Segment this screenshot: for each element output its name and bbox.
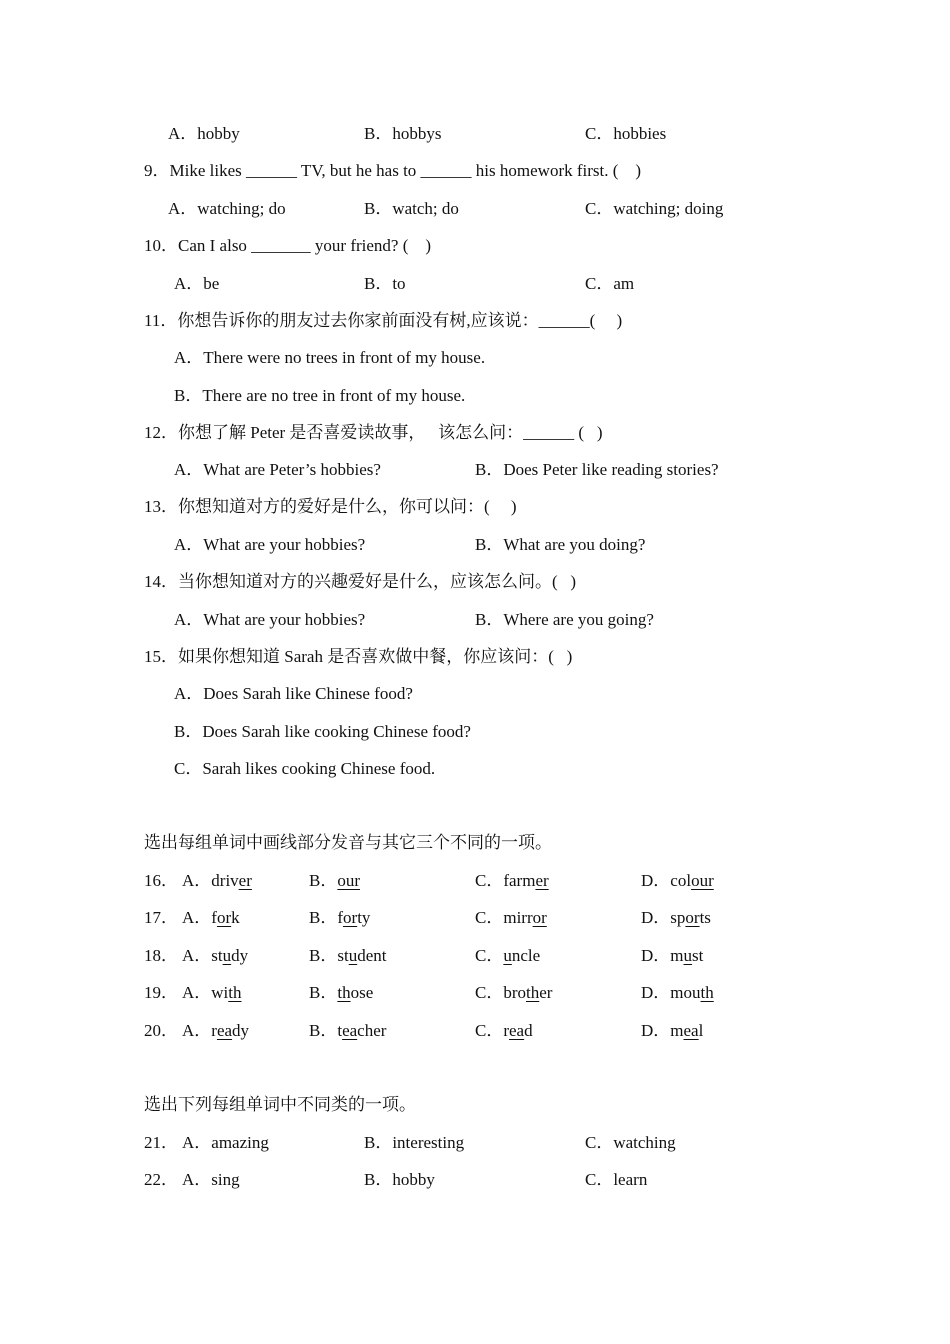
option-c[interactable] xyxy=(475,980,552,1006)
underlined-letters: er xyxy=(535,871,549,890)
q21-option-a[interactable]: A．amazing xyxy=(182,1133,269,1152)
underlined-letters: th xyxy=(337,983,351,1002)
option-word: teacher xyxy=(337,1021,387,1040)
option-letter: B． xyxy=(309,983,338,1002)
q13-stem: 13．你想知道对方的爱好是什么，你可以问：( ) xyxy=(144,497,517,516)
underlined-letters: er xyxy=(238,871,252,890)
underlined-letters: our xyxy=(691,871,714,890)
q22-number: 22． xyxy=(144,1170,178,1189)
q14-option-a[interactable]: A．What are your hobbies? xyxy=(174,610,366,629)
section-heading-classification: 选出下列每组单词中不同类的一项。 xyxy=(144,1095,416,1114)
option-word: with xyxy=(211,983,242,1002)
underlined-letters: u xyxy=(222,946,232,965)
question-number: 17． xyxy=(144,908,178,927)
option-letter: B． xyxy=(309,908,338,927)
option-b[interactable] xyxy=(309,868,360,894)
q21-option-c[interactable]: C．watching xyxy=(585,1133,676,1152)
option-word xyxy=(337,871,360,890)
option-letter: A． xyxy=(182,1021,212,1040)
underlined-letters: or xyxy=(685,908,700,927)
option-letter: D． xyxy=(641,946,671,965)
question-number: 18． xyxy=(144,946,178,965)
q15-option-a[interactable]: A．Does Sarah like Chinese food? xyxy=(174,684,413,703)
option-word: forty xyxy=(337,908,371,927)
option-word: must xyxy=(670,946,704,965)
underlined-letters: u xyxy=(683,946,693,965)
option-letter: C． xyxy=(475,983,504,1002)
q10-option-c[interactable]: C．am xyxy=(585,274,635,293)
underlined-letters: u xyxy=(348,946,358,965)
option-letter: B． xyxy=(309,946,338,965)
option-word: farmer xyxy=(503,871,549,890)
option-d[interactable] xyxy=(641,1018,703,1044)
option-word: mirror xyxy=(503,908,547,927)
option-d[interactable] xyxy=(641,943,703,969)
option-word: study xyxy=(211,946,249,965)
q15-option-b[interactable]: B．Does Sarah like cooking Chinese food? xyxy=(174,722,471,741)
q10-option-a[interactable]: A．be xyxy=(174,274,220,293)
option-letter: C． xyxy=(475,1021,504,1040)
option-word: student xyxy=(337,946,387,965)
q15-stem: 15．如果你想知道 Sarah 是否喜欢做中餐，你应该问：( ) xyxy=(144,647,573,666)
q13-option-b[interactable]: B．What are you doing? xyxy=(475,535,646,554)
q9-stem: 9．Mike likes ______ TV, but he has to ______ his homework first. ( ) xyxy=(144,161,642,180)
option-letter: B． xyxy=(309,871,338,890)
option-letter: C． xyxy=(475,908,504,927)
option-letter: D． xyxy=(641,1021,671,1040)
option-b[interactable] xyxy=(309,980,373,1006)
option-word: brother xyxy=(503,983,553,1002)
option-word: fork xyxy=(211,908,240,927)
option-d[interactable] xyxy=(641,905,711,931)
option-word: those xyxy=(337,983,374,1002)
option-a[interactable] xyxy=(182,980,242,1006)
option-letter: D． xyxy=(641,871,671,890)
option-letter: C． xyxy=(475,946,504,965)
option-word: sports xyxy=(670,908,711,927)
section-heading-pronunciation: 选出每组单词中画线部分发音与其它三个不同的一项。 xyxy=(144,833,552,852)
option-d[interactable] xyxy=(641,868,714,894)
option-letter: B． xyxy=(309,1021,338,1040)
q14-option-b[interactable]: B．Where are you going? xyxy=(475,610,654,629)
q10-option-b[interactable]: B．to xyxy=(364,274,406,293)
option-letter: A． xyxy=(182,946,212,965)
option-b[interactable] xyxy=(309,905,370,931)
q22-option-c[interactable]: C．learn xyxy=(585,1170,648,1189)
q9-option-b[interactable]: B．watch; do xyxy=(364,199,459,218)
option-b[interactable] xyxy=(309,1018,386,1044)
option-word: uncle xyxy=(503,946,541,965)
option-word: colour xyxy=(670,871,714,890)
option-word: read xyxy=(503,1021,533,1040)
underlined-letters: ea xyxy=(509,1021,525,1040)
question-number: 19． xyxy=(144,983,178,1002)
option-b[interactable] xyxy=(309,943,386,969)
question-number: 20． xyxy=(144,1021,178,1040)
q9-option-c[interactable]: C．watching; doing xyxy=(585,199,724,218)
underlined-letters: th xyxy=(228,983,242,1002)
option-c[interactable] xyxy=(475,1018,533,1044)
underlined-letters: th xyxy=(526,983,540,1002)
underlined-letters: or xyxy=(343,908,358,927)
q22-option-a[interactable]: A．sing xyxy=(182,1170,240,1189)
option-letter: A． xyxy=(182,983,212,1002)
q8-option-a[interactable]: A．hobby xyxy=(168,124,240,143)
option-c[interactable] xyxy=(475,868,549,894)
q22-option-b[interactable]: B．hobby xyxy=(364,1170,435,1189)
q21-number: 21． xyxy=(144,1133,178,1152)
option-word: mouth xyxy=(670,983,714,1002)
option-word: driver xyxy=(211,871,252,890)
underlined-letters: or xyxy=(216,908,232,927)
underlined-letters: or xyxy=(532,908,547,927)
q12-stem: 12．你想了解 Peter 是否喜爱读故事， 该怎么问：______ ( ) xyxy=(144,423,603,442)
option-c[interactable] xyxy=(475,943,540,969)
underlined-letters: ea xyxy=(683,1021,699,1040)
option-letter: D． xyxy=(641,908,671,927)
option-c[interactable] xyxy=(475,905,547,931)
underlined-letters: ea xyxy=(342,1021,358,1040)
underlined-letters: th xyxy=(700,983,714,1002)
q8-option-c[interactable]: C．hobbies xyxy=(585,124,667,143)
q9-option-a[interactable]: A．watching; do xyxy=(168,199,286,218)
q11-option-a[interactable]: A．There were no trees in front of my house. xyxy=(174,348,486,367)
underlined-letters: u xyxy=(503,946,512,965)
q21-option-b[interactable]: B．interesting xyxy=(364,1133,465,1152)
q14-stem: 14．当你想知道对方的兴趣爱好是什么，应该怎么问。( ) xyxy=(144,572,577,591)
q11-option-b[interactable]: B．There are no tree in front of my house. xyxy=(174,386,466,405)
q12-option-a[interactable]: A．What are Peter’s hobbies? xyxy=(174,460,381,479)
underlined-letters: our xyxy=(337,871,361,890)
underlined-letters: ea xyxy=(216,1021,233,1040)
question-number: 16． xyxy=(144,871,178,890)
option-word: ready xyxy=(211,1021,250,1040)
q15-option-c[interactable]: C．Sarah likes cooking Chinese food. xyxy=(174,759,436,778)
q11-stem: 11．你想告诉你的朋友过去你家前面没有树,应该说：______( ) xyxy=(144,311,623,330)
q12-option-b[interactable]: B．Does Peter like reading stories? xyxy=(475,460,719,479)
option-letter: A． xyxy=(182,908,212,927)
option-d[interactable] xyxy=(641,980,714,1006)
option-letter: D． xyxy=(641,983,671,1002)
option-word: meal xyxy=(670,1021,704,1040)
q8-option-b[interactable]: B．hobbys xyxy=(364,124,442,143)
option-a[interactable] xyxy=(182,1018,249,1044)
option-a[interactable] xyxy=(182,868,252,894)
option-a[interactable] xyxy=(182,943,248,969)
option-letter: C． xyxy=(475,871,504,890)
option-a[interactable] xyxy=(182,905,240,931)
q13-option-a[interactable]: A．What are your hobbies? xyxy=(174,535,366,554)
q10-stem: 10．Can I also _______ your friend? ( ) xyxy=(144,236,432,255)
option-letter: A． xyxy=(182,871,212,890)
